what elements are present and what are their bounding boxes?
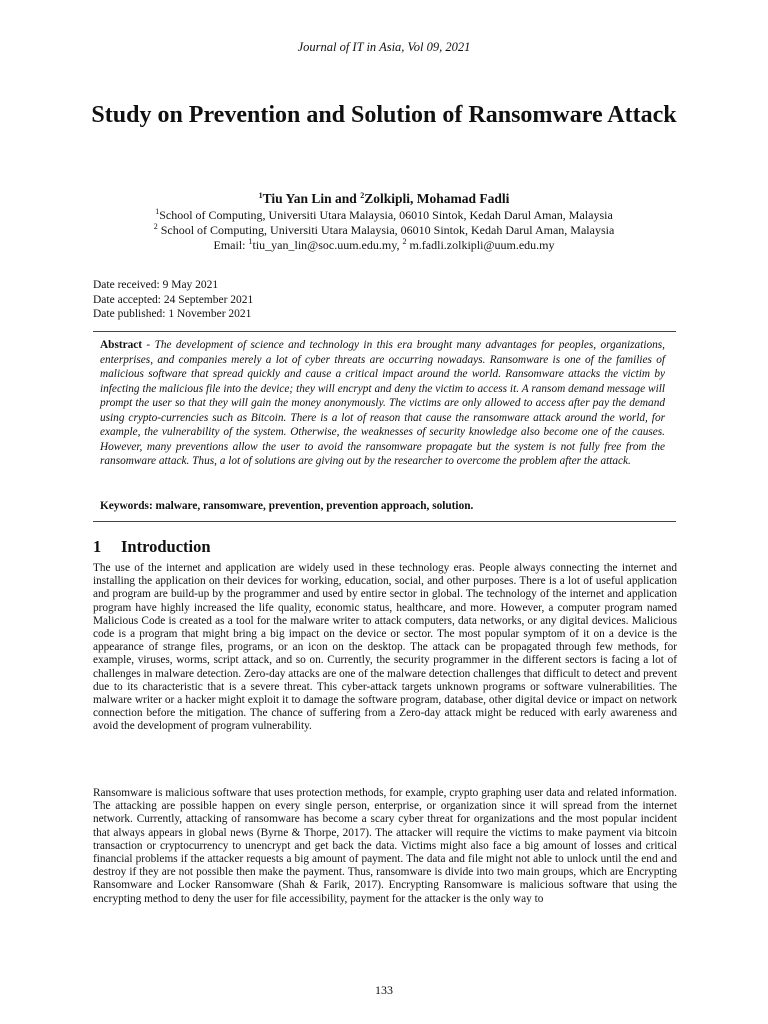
journal-header: Journal of IT in Asia, Vol 09, 2021 (297, 40, 471, 54)
affiliation1-text: School of Computing, Universiti Utara Malaysia, 06010 Sintok, Kedah Darul Aman, Malaysia (159, 208, 613, 222)
paper-title: Study on Prevention and Solution of Ransomware Attack (91, 102, 677, 128)
date-accepted: Date accepted: 24 September 2021 (93, 293, 254, 306)
keywords-line: Keywords: malware, ransomware, prevention, prevention approach, solution. (100, 500, 474, 512)
page-number: 133 (375, 983, 393, 997)
body-paragraph-2: Ransomware is malicious software that uses protection methods, for example, crypto graphing user data and related information. The attacking are possible happen on every single person, enterprise, or organization since it will spread from the internet network. Currently, attacking of ransomware has become a scary cyber threat for organizations and the most popular incident that always appears in global news (Byrne & Thorpe, 2017). The attacker will require the victims to make payment via bitcoin transaction or cryptocurrency to unencrypt and get back the data. Victims might also face a big amount of losses and critical financial problems if the attacker requests a big amount of payment. The data and file might not able to unlock until the end and destroy if they are not possible then make the payment. Thus, ransomware is divide into two main groups, which are Encrypting Ransomware and Locker Ransomware (Shah & Farik, 2017). Encrypting Ransomware is malicious software that using the encrypting method to deny the user for file accessibility, payment for the attacker is the only way to (93, 787, 677, 905)
section-title: Introduction (121, 537, 211, 556)
abstract-text: - The development of science and technology in this era brought many advantages for peoples, organizations, enterprises, and companies merely a lot of cyber threats are occurring nowadays. Ransomware is one of the families of malicious software that spread quickly and cause a critical impact around the world. Ransomware attacks the victim by infecting the malicious file into the device; they will encrypt and deny the victim to access it. A ransom demand message will prompt the user so that they will gain the money anonymously. The victims are only allowed to access after pay the demand using crypto-currencies such as Bitcoin. There is a lot of reason that cause the ransomware attack around the world, for example, the vulnerability of the system. Otherwise, the weaknesses of security knowledge also become one of the causes. However, many preventions allow the user to avoid the ransomware propagate but the system is not fully free from the ransomware attack. Thus, a lot of solutions are giving out by the researcher to overcome the problem after the attack. (100, 339, 665, 467)
abstract-top-rule (93, 331, 676, 332)
email-line (0, 238, 768, 253)
affiliation-2 (0, 223, 768, 238)
abstract-block (100, 338, 665, 469)
author1-name: Tiu Yan Lin and (262, 191, 361, 206)
email-label: Email: (213, 238, 249, 252)
abstract-label: Abstract (100, 339, 143, 351)
dates-block (93, 278, 253, 322)
date-published: Date published: 1 November 2021 (93, 308, 252, 320)
email1-link[interactable]: tiu_yan_lin@soc.uum.edu.my, (252, 238, 403, 252)
author1-superscript: 1 (258, 191, 263, 200)
author2-name: Zolkipli, Mohamad Fadli (364, 191, 510, 206)
section-heading-introduction (93, 537, 211, 557)
affiliation2-text: School of Computing, Universiti Utara Malaysia, 06010 Sintok, Kedah Darul Aman, Malaysia (157, 223, 615, 237)
email2-superscript: 2 (402, 237, 407, 246)
affiliation-1 (0, 208, 768, 223)
date-received: Date received: 9 May 2021 (93, 279, 219, 291)
affiliation2-superscript: 2 (153, 222, 158, 231)
section-number: 1 (93, 537, 102, 556)
email2-link[interactable]: m.fadli.zolkipli@uum.edu.my (406, 238, 555, 252)
author-line (0, 191, 768, 207)
body-paragraph-1: The use of the internet and application are widely used in these technology eras. People always connecting the internet and installing the application on their devices for working, education, social, and other purposes. There is a lot of useful application and program are build-up by the programmer and used by entire sector in global. The technology of the internet and application program have highly increased the life quality, economic status, healthcare, and more. However, a computer program named Malicious Code is created as a tool for the malware writer to attack computers, data networks, or any digital devices. Malicious code is a program that might bring a big impact on the device or sector. The most popular symptom of it on a device is the appearance of strange files, programs, or an icon on the desktop. The attack can be propagated through few methods, for example, viruses, worms, script attack, and so on. Currently, the security programmer in the different sectors is facing a lot of challenges in malware detection. Zero-day attacks are one of the malware detection challenges that difficult to detect and prevent due to its characteristic that is a severe threat. This cyber-attack targets unknown programs or software vulnerabilities. The malware writer or a hacker might exploit it to damage the software program, database, other digital device or impact on network connection before the mitigation. The chance of suffering from a Zero-day attack might be reduced with early awareness and avoid the development of program vulnerability. (93, 562, 677, 733)
abstract-bottom-rule (93, 521, 676, 522)
email1-superscript: 1 (248, 237, 253, 246)
author2-superscript: 2 (360, 191, 365, 200)
affiliation1-superscript: 1 (155, 207, 160, 216)
